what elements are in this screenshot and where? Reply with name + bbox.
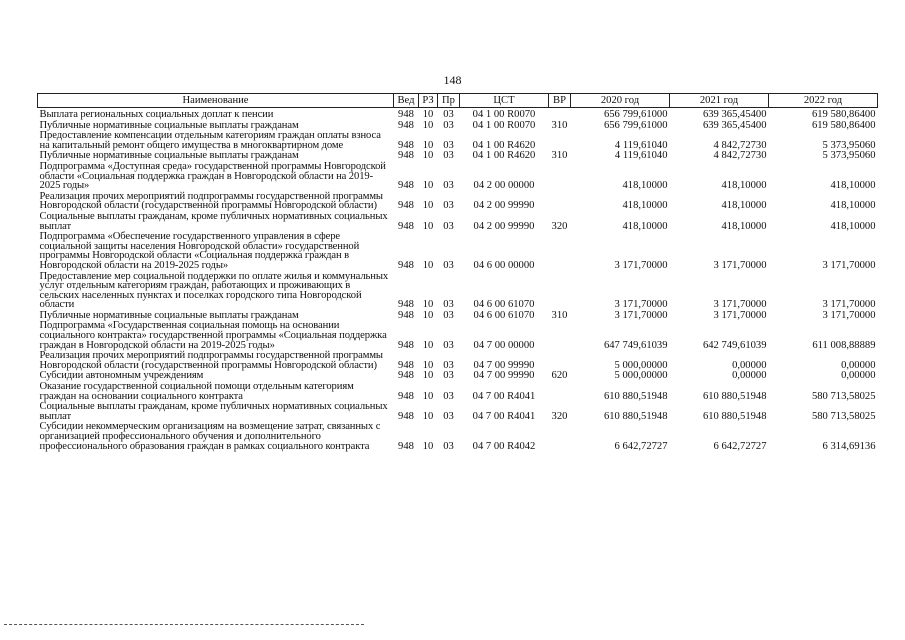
- cell-2022: 3 171,70000: [822, 299, 876, 311]
- cell-vr: [549, 162, 571, 192]
- cell-cst: 04 7 00 99990: [473, 370, 535, 382]
- cell-2022: 3 171,70000: [822, 309, 876, 321]
- cell-name: Публичные нормативные социальные выплаты гражданам: [39, 119, 299, 131]
- cell-vr: 620: [551, 370, 568, 382]
- cell-2022: 580 713,58025: [811, 390, 876, 402]
- table-row: [38, 402, 878, 422]
- cell-cst: 04 6 00 00000: [473, 259, 535, 271]
- header-vr: ВР: [549, 94, 571, 108]
- table-row: [38, 321, 878, 351]
- cell-2022: 6 314,69136: [822, 440, 876, 452]
- cell-ved: 948: [398, 339, 414, 351]
- cell-2022: 0,00000: [841, 370, 876, 382]
- header-2021: 2021 год: [670, 94, 769, 108]
- table-row: [38, 162, 878, 192]
- table-header-row: [38, 94, 878, 108]
- cell-cst: 04 7 00 R4041: [472, 390, 536, 402]
- cell-2022: 5 373,95060: [822, 139, 876, 151]
- header-ved: Вед: [394, 94, 419, 108]
- cell-pr: 03: [443, 139, 454, 151]
- cell-2022: 619 580,86400: [811, 109, 876, 120]
- cell-vr: [549, 272, 571, 311]
- cell-2020: 4 119,61040: [614, 150, 668, 162]
- cell-cst: 04 1 00 R0070: [472, 109, 536, 120]
- cell-vr: [549, 192, 571, 212]
- cell-ved: 948: [398, 200, 414, 212]
- cell-vr: [549, 131, 571, 151]
- header-pr: Пр: [438, 94, 460, 108]
- cell-name: Подпрограмма «Государственная социальная помощь на основании социального контракта» государственной программы «Социальная поддержка граждан в Новгородской области на 2019-2025 годы»: [39, 320, 387, 351]
- cell-vr: [549, 321, 571, 351]
- cell-ved: 948: [398, 259, 414, 271]
- cell-2020: 418,10000: [622, 220, 668, 232]
- cell-2022: 418,10000: [830, 180, 876, 192]
- cell-vr: 310: [551, 309, 568, 321]
- cell-name: Публичные нормативные социальные выплаты гражданам: [39, 150, 299, 162]
- cell-vr: [549, 351, 571, 371]
- cell-name: Выплата региональных социальных доплат к пенсии: [39, 109, 274, 120]
- cell-2020: 3 171,70000: [614, 299, 668, 311]
- cell-2021: 4 842,72730: [713, 139, 767, 151]
- cell-2020: 647 749,61039: [603, 339, 668, 351]
- cell-2022: 580 713,58025: [811, 410, 876, 422]
- cell-ved: 948: [398, 309, 414, 321]
- header-rz: РЗ: [419, 94, 438, 108]
- cell-pr: 03: [443, 339, 454, 351]
- cell-ved: 948: [398, 109, 414, 120]
- cell-2021: 0,00000: [732, 370, 767, 382]
- cell-ved: 948: [398, 150, 414, 162]
- table-row: [38, 108, 878, 121]
- table-row: [38, 422, 878, 452]
- cell-2020: 6 642,72727: [614, 440, 668, 452]
- cell-2020: 4 119,61040: [614, 139, 668, 151]
- cell-2021: 418,10000: [721, 220, 767, 232]
- cell-rz: 10: [422, 410, 434, 422]
- header-name: Наименование: [38, 94, 394, 108]
- cell-2021: 642 749,61039: [702, 339, 767, 351]
- cell-cst: 04 7 00 99990: [473, 359, 535, 371]
- cell-2021: 6 642,72727: [713, 440, 767, 452]
- cell-name: Подпрограмма «Обеспечение государственного управления в сфере социальной защиты населения Новгородской области» государственной программы Новгородской области «Социальная поддержка граждан в Новгородской области на 2019-2025 годы»: [39, 231, 360, 271]
- cell-ved: 948: [398, 220, 414, 232]
- cell-2020: 3 171,70000: [614, 259, 668, 271]
- cell-2022: 5 373,95060: [822, 150, 876, 162]
- cell-2022: 418,10000: [830, 220, 876, 232]
- cell-2021: 4 842,72730: [713, 150, 767, 162]
- cell-pr: 03: [443, 410, 454, 422]
- cell-ved: 948: [398, 370, 414, 382]
- cell-2021: 639 365,45400: [702, 109, 767, 120]
- cell-rz: 10: [422, 390, 434, 402]
- cell-2020: 418,10000: [622, 180, 668, 192]
- cell-cst: 04 7 00 R4041: [472, 410, 536, 422]
- cell-name: Реализация прочих мероприятий подпрограммы государственной программы Новгородской области (государственной программы Новгородской области): [39, 350, 383, 371]
- cell-2022: 0,00000: [841, 359, 876, 371]
- cell-vr: 310: [551, 119, 568, 131]
- cell-ved: 948: [398, 119, 414, 131]
- cell-name: Предоставление компенсации отдельным категориям граждан оплаты взноса на капитальный ремонт общего имущества в многоквартирном доме: [39, 130, 381, 151]
- cell-ved: 948: [398, 390, 414, 402]
- cell-pr: 03: [443, 220, 454, 232]
- cell-2022: 619 580,86400: [811, 119, 876, 131]
- table-row: [38, 272, 878, 311]
- cell-2020: 656 799,61000: [603, 119, 668, 131]
- cell-name: Социальные выплаты гражданам, кроме публичных нормативных социальных выплат: [39, 401, 388, 422]
- cell-2020: 418,10000: [622, 200, 668, 212]
- cell-vr: [549, 422, 571, 452]
- cell-2022: 3 171,70000: [822, 259, 876, 271]
- cell-vr: [549, 382, 571, 402]
- cell-name: Оказание государственной социальной помощи отдельным категориям граждан на основании социального контракта: [39, 381, 354, 402]
- cell-vr: [549, 232, 571, 271]
- cell-cst: 04 2 00 00000: [473, 180, 535, 192]
- cell-vr: [549, 108, 571, 121]
- cell-cst: 04 2 00 99990: [473, 220, 535, 232]
- cell-rz: 10: [422, 180, 434, 192]
- cell-2021: 610 880,51948: [702, 410, 767, 422]
- table-row: [38, 131, 878, 151]
- cell-2021: 610 880,51948: [702, 390, 767, 402]
- header-2020: 2020 год: [571, 94, 670, 108]
- cell-name: Подпрограмма «Доступная среда» государственной программы Новгородской области «Социальная поддержка граждан в Новгородской области на 2019-2025 годы»: [39, 160, 386, 192]
- cell-rz: 10: [422, 139, 434, 151]
- cell-name: Публичные нормативные социальные выплаты гражданам: [39, 309, 299, 321]
- cell-2020: 3 171,70000: [614, 309, 668, 321]
- cell-vr: 320: [551, 410, 568, 422]
- cell-pr: 03: [443, 370, 454, 382]
- cell-cst: 04 1 00 R4620: [472, 139, 536, 151]
- cell-pr: 03: [443, 259, 454, 271]
- cell-2021: 3 171,70000: [713, 259, 767, 271]
- cell-pr: 03: [443, 359, 454, 371]
- cell-pr: 03: [443, 299, 454, 311]
- cell-pr: 03: [443, 440, 454, 452]
- cell-rz: 10: [422, 119, 434, 131]
- cell-2021: 639 365,45400: [702, 119, 767, 131]
- cell-name: Предоставление мер социальной поддержки по оплате жилья и коммунальных услуг отдельным категориям граждан, работающих и проживающих в сельских населенных пунктах и поселках городского типа Новгородской области: [39, 270, 389, 311]
- cell-2020: 610 880,51948: [603, 390, 668, 402]
- cell-2020: 610 880,51948: [603, 410, 668, 422]
- cell-2021: 418,10000: [721, 200, 767, 212]
- cell-2021: 418,10000: [721, 180, 767, 192]
- cell-ved: 948: [398, 139, 414, 151]
- cell-rz: 10: [422, 339, 434, 351]
- cell-rz: 10: [422, 150, 434, 162]
- cell-name: Субсидии некоммерческим организациям на возмещение затрат, связанных с организацией профессионального обучения и дополнительного профессионального образования граждан в рамках социального контракта: [39, 421, 381, 452]
- cell-cst: 04 1 00 R4620: [472, 150, 536, 162]
- cell-ved: 948: [398, 410, 414, 422]
- table-row: [38, 382, 878, 402]
- cell-rz: 10: [422, 299, 434, 311]
- cell-2020: 5 000,00000: [614, 370, 668, 382]
- cell-vr: 310: [551, 150, 568, 162]
- cell-cst: 04 2 00 99990: [473, 200, 535, 212]
- cell-pr: 03: [443, 109, 454, 120]
- table-row: [38, 212, 878, 232]
- cell-cst: 04 7 00 R4042: [472, 440, 536, 452]
- footer-divider: [4, 624, 364, 625]
- header-cst: ЦСТ: [460, 94, 549, 108]
- budget-table: [37, 93, 878, 452]
- cell-2020: 656 799,61000: [603, 109, 668, 120]
- cell-2021: 3 171,70000: [713, 309, 767, 321]
- table-row: [38, 232, 878, 271]
- cell-rz: 10: [422, 109, 434, 120]
- cell-rz: 10: [422, 359, 434, 371]
- cell-pr: 03: [443, 119, 454, 131]
- cell-2021: 0,00000: [732, 359, 767, 371]
- cell-vr: 320: [551, 220, 568, 232]
- cell-ved: 948: [398, 359, 414, 371]
- cell-2021: 3 171,70000: [713, 299, 767, 311]
- table-row: [38, 192, 878, 212]
- cell-pr: 03: [443, 390, 454, 402]
- cell-rz: 10: [422, 309, 434, 321]
- cell-ved: 948: [398, 299, 414, 311]
- cell-2020: 5 000,00000: [614, 359, 668, 371]
- table-row: [38, 351, 878, 371]
- cell-name: Субсидии автономным учреждениям: [39, 370, 204, 382]
- cell-rz: 10: [422, 440, 434, 452]
- cell-pr: 03: [443, 200, 454, 212]
- cell-rz: 10: [422, 370, 434, 382]
- cell-rz: 10: [422, 220, 434, 232]
- cell-ved: 948: [398, 440, 414, 452]
- cell-pr: 03: [443, 180, 454, 192]
- cell-cst: 04 6 00 61070: [473, 299, 535, 311]
- cell-name: Социальные выплаты гражданам, кроме публичных нормативных социальных выплат: [39, 210, 388, 232]
- cell-rz: 10: [422, 200, 434, 212]
- cell-2022: 418,10000: [830, 200, 876, 212]
- cell-ved: 948: [398, 180, 414, 192]
- cell-rz: 10: [422, 259, 434, 271]
- cell-cst: 04 6 00 61070: [473, 309, 535, 321]
- cell-pr: 03: [443, 150, 454, 162]
- cell-2022: 611 008,88889: [812, 339, 876, 351]
- cell-cst: 04 7 00 00000: [473, 339, 535, 351]
- page-number: 148: [443, 73, 462, 87]
- cell-name: Реализация прочих мероприятий подпрограммы государственной программы Новгородской области (государственной программы Новгородской области): [39, 190, 383, 212]
- cell-cst: 04 1 00 R0070: [472, 119, 536, 131]
- table-body: [38, 108, 878, 453]
- cell-pr: 03: [443, 309, 454, 321]
- header-2022: 2022 год: [769, 94, 878, 108]
